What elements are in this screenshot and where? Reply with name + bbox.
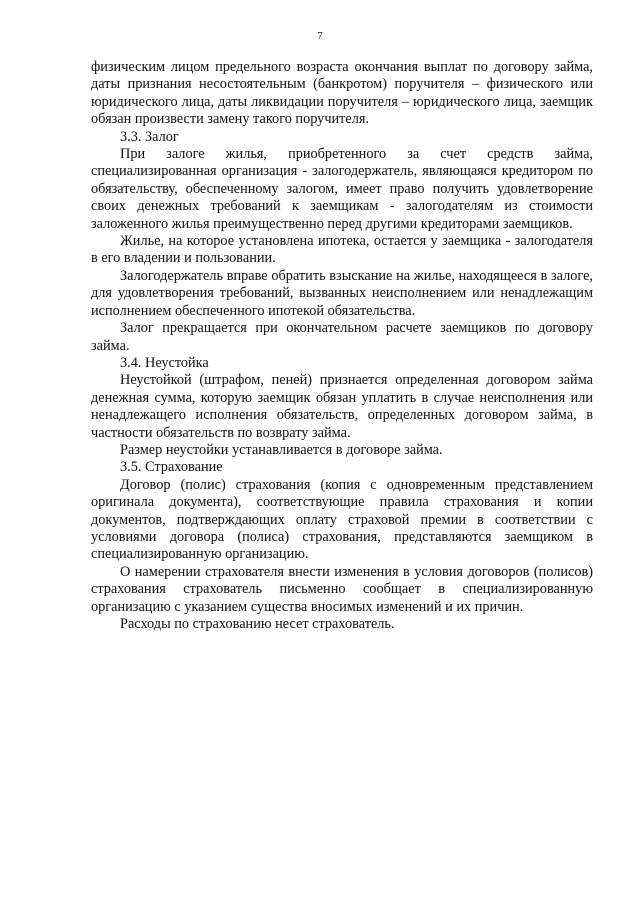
document-body bbox=[91, 59, 593, 633]
section-heading-penalty: 3.4. Неустойка bbox=[120, 354, 209, 371]
paragraph-pledge-rights: При залоге жилья, приобретенного за счет средств займа, специализированная организация - залогодержатель, являющаяся кредитором по обязательству, обеспеченному залогом, имеет право получить удовлетворение своих денежных требований к заемщикам - залогодателям из стоимости заложенного жилья преимущественно перед другими кредиторами заемщиков. bbox=[91, 146, 593, 232]
page-number: 7 bbox=[317, 30, 323, 42]
paragraph-surety-replacement: физическим лицом предельного возраста окончания выплат по договору займа, даты признания несостоятельным (банкротом) поручителя – физического или юридического лица, даты ликвидации поручителя – юридического лица, заемщик обязан произвести замену такого поручителя. bbox=[91, 59, 593, 128]
paragraph-insurance-documents: Договор (полис) страхования (копия с одновременным представлением оригинала документа), соответствующие правила страхования и копии документов, подтверждающих оплату страховой премии в соответствии с условиями договора (полиса) страхования, представляются заемщиком в специализированную организацию. bbox=[91, 476, 593, 563]
paragraph-insurance-changes: О намерении страхователя внести изменения в условия договоров (полисов) страхования страхователь письменно сообщает в специализированную организацию с указанием существа вносимых изменений и их причин. bbox=[91, 563, 593, 615]
paragraph-penalty-amount: Размер неустойки устанавливается в договоре займа. bbox=[120, 441, 443, 458]
section-heading-insurance: 3.5. Страхование bbox=[120, 459, 223, 476]
paragraph-penalty-definition: Неустойкой (штрафом, пеней) признается определенная договором займа денежная сумма, которую заемщик обязан уплатить в случае неисполнения или ненадлежащего исполнения обязательств, определенных договором займа, в частности обязательств по возврату займа. bbox=[91, 372, 593, 441]
paragraph-pledge-foreclosure: Залогодержатель вправе обратить взыскание на жилье, находящееся в залоге, для удовлетворения требований, вызванных неисполнением или ненадлежащим исполнением обеспеченного ипотекой обязательства. bbox=[91, 267, 593, 319]
paragraph-insurance-costs: Расходы по страхованию несет страхователь. bbox=[120, 616, 395, 632]
paragraph-pledge-termination: Залог прекращается при окончательном расчете заемщиков по договору займа. bbox=[91, 320, 593, 354]
section-heading-pledge: 3.3. Залог bbox=[120, 128, 179, 145]
paragraph-pledge-possession: Жилье, на которое установлена ипотека, остается у заемщика - залогодателя в его владении и пользовании. bbox=[91, 233, 593, 267]
